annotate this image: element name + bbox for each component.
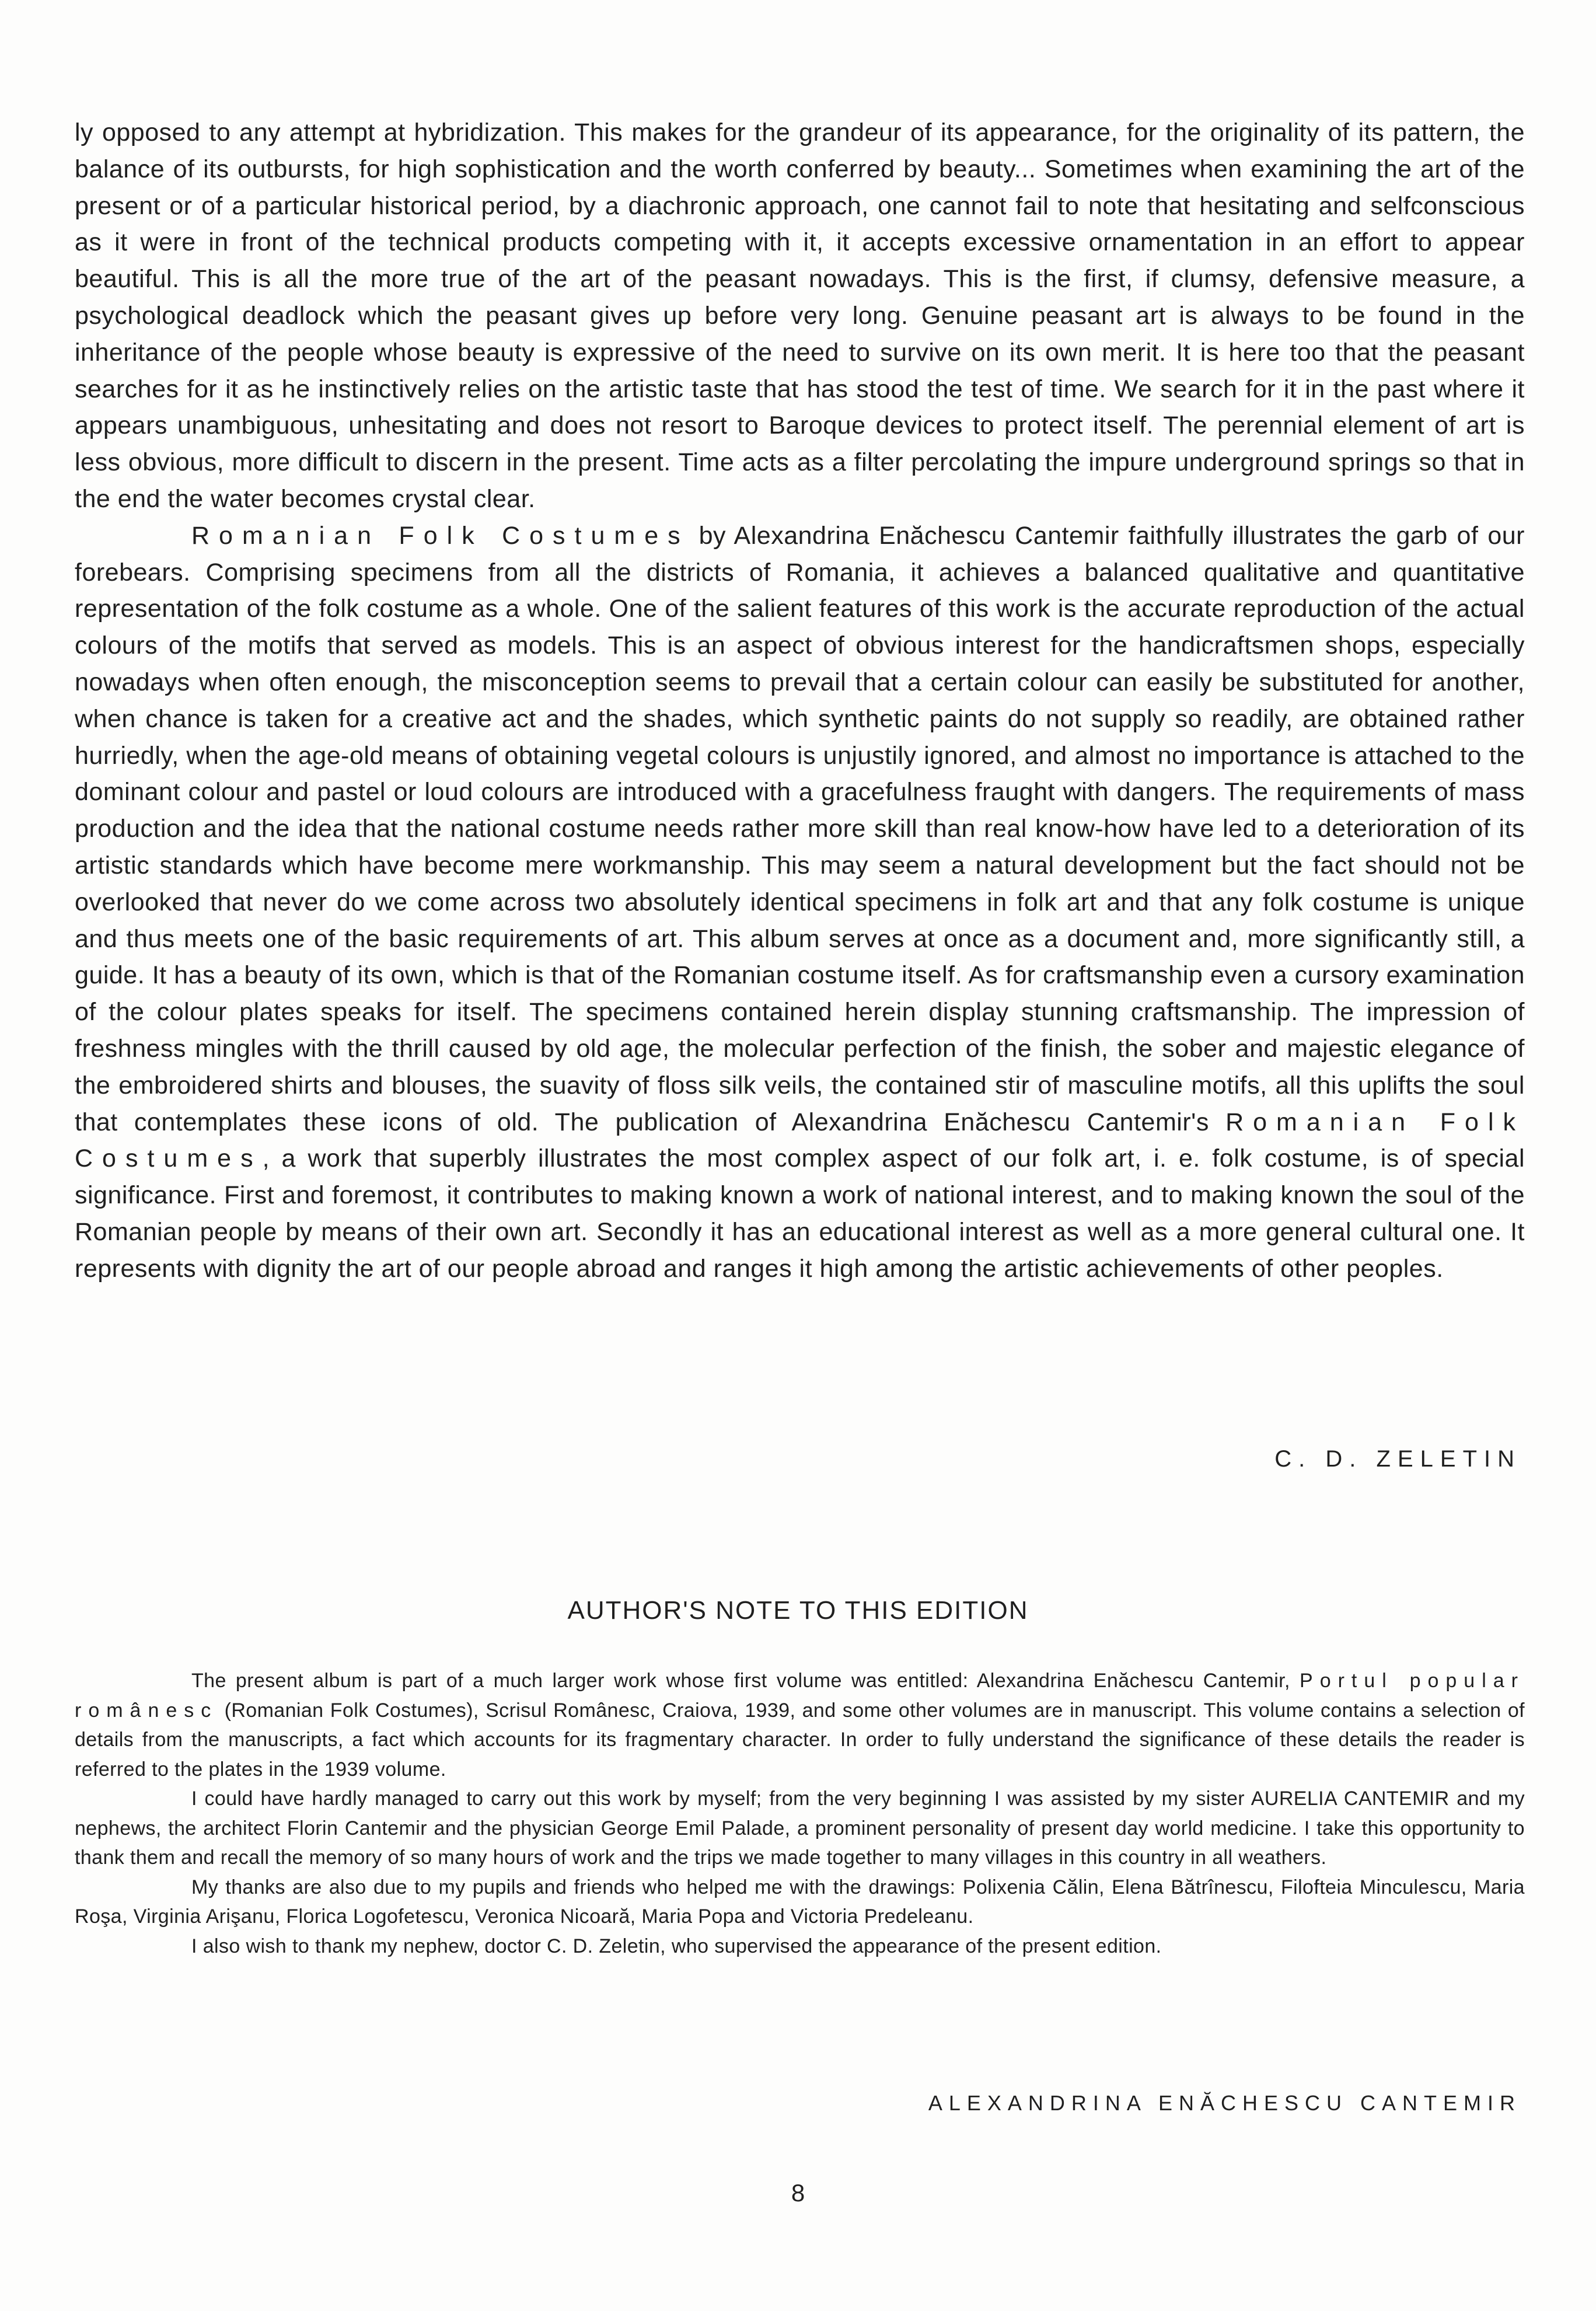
- author-signature: ALEXANDRINA ENĂCHESCU CANTEMIR: [928, 2091, 1521, 2115]
- author-note-paragraph-2: I could have hardly managed to carry out this work by myself; from the very beginning I was assisted by my sister AURELIA CANTEMIR and my nephews, the architect Florin Cantemir and the physician George Emil Palade, a prominent personality of present day world medicine. I take this opportunity to thank them and recall the memory of so many hours of work and the trips we made together to many villages in this country in all weathers.: [75, 1788, 1525, 1869]
- preface-signature: C. D. ZELETIN: [1274, 1446, 1521, 1472]
- preface-paragraph-2-part-b: , a work that superbly illustrates the most complex aspect of our folk art, i. e. folk costume, is of special significance. First and foremost, it contributes to making known a work of national interest, and to making known the soul of the Romanian people by means of their own art. Secondly it has an educational interest as well as a more general cultural one. It represents with dignity the art of our people abroad and ranges it high among the artistic achievements of other peoples.: [75, 1144, 1525, 1283]
- original-title: Portul popular românesc: [75, 1670, 1525, 1722]
- author-note-paragraph-1-part-a: The present album is part of a much larger work whose first volume was entitled: Alexandrina Enăchescu Cantemir,: [191, 1670, 1300, 1692]
- page-number: 8: [791, 2179, 805, 2207]
- book-title-repeat: Romanian Folk Costumes: [75, 1108, 1525, 1173]
- preface-text: [75, 114, 1525, 1287]
- preface-paragraph-2-part-a: by Alexandrina Enăchescu Cantemir faithfully illustrates the garb of our forebears. Comprising specimens from all the districts of Romania, it achieves a balanced qualitative and quantitative representation of the folk costume as a whole. One of the salient features of this work is the accurate reproduction of the actual colours of the motifs that served as models. This is an aspect of obvious interest for the handicraftsmen shops, especially nowadays when often enough, the misconception seems to prevail that a certain colour can easily be substituted for another, when chance is taken for a creative act and the shades, which synthetic paints do not supply so readily, are obtained rather hurriedly, when the age-old means of obtaining vegetal colours is unjustily ignored, and almost no importance is attached to the dominant colour and pastel or loud colours are introduced with a gracefulness fraught with dangers. The requirements of mass production and the idea that the national costume needs rather more skill than real know-how have led to a deterioration of its artistic standards which have become mere workmanship. This may seem a natural development but the fact should not be overlooked that never do we come across two absolutely identical specimens in folk art and that any folk costume is unique and thus meets one of the basic requirements of art. This album serves at once as a document and, more significantly still, a guide. It has a beauty of its own, which is that of the Romanian costume itself. As for craftsmanship even a cursory examination of the colour plates speaks for itself. The specimens contained herein display stunning craftsmanship. The impression of freshness mingles with the thrill caused by old age, the molecular perfection of the finish, the sober and majestic elegance of the embroidered shirts and blouses, the suavity of floss silk veils, the contained stir of masculine motifs, all this uplifts the soul that contemplates these icons of old. The publication of Alexandrina Enăchescu Cantemir's: [75, 521, 1525, 1136]
- preface-paragraph-2: [75, 518, 1525, 1287]
- author-note-paragraph-4: I also wish to thank my nephew, doctor C. D. Zeletin, who supervised the appearance of the present edition.: [191, 1935, 1162, 1957]
- preface-paragraph-1: ly opposed to any attempt at hybridization. This makes for the grandeur of its appearance, for the originality of its pattern, the balance of its outbursts, for high sophistication and the worth conferred by beauty... Sometimes when examining the art of the present or of a particular historical period, by a diachronic approach, one cannot fail to note that hesitating and selfconscious as it were in front of the technical products competing with it, it accepts excessive ornamentation in an effort to appear beautiful. This is all the more true of the art of the peasant nowadays. This is the first, if clumsy, defensive measure, a psychological deadlock which the peasant gives up before very long. Genuine peasant art is always to be found in the inheritance of the people whose beauty is expressive of the need to survive on its own merit. It is here too that the peasant searches for it as he instinctively relies on the artistic taste that has stood the test of time. We search for it in the past where it appears unambiguous, unhesitating and does not resort to Baroque devices to protect itself. The perennial element of art is less obvious, more difficult to discern in the present. Time acts as a filter percolating the impure underground springs so that in the end the water becomes crystal clear.: [75, 118, 1525, 513]
- author-note-paragraph-1-part-b: (Romanian Folk Costumes), Scrisul Românesc, Craiova, 1939, and some other volumes are in manuscript. This volume contains a selection of details from the manuscripts, a fact which accounts for its fragmentary character. In order to fully understand the significance of these details the reader is referred to the plates in the 1939 volume.: [75, 1699, 1525, 1781]
- author-note-text: [75, 1666, 1525, 1961]
- author-note-heading: AUTHOR'S NOTE TO THIS EDITION: [567, 1596, 1029, 1625]
- book-title: Romanian Folk Costumes: [191, 521, 690, 550]
- author-note-paragraph-3: My thanks are also due to my pupils and friends who helped me with the drawings: Polixenia Călin, Elena Bătrînescu, Filofteia Minculescu, Maria Roşa, Virginia Arişanu, Florica Logofetescu, Veronica Nicoară, Maria Popa and Victoria Predeleanu.: [75, 1876, 1525, 1928]
- author-note-paragraph-1: [75, 1666, 1525, 1784]
